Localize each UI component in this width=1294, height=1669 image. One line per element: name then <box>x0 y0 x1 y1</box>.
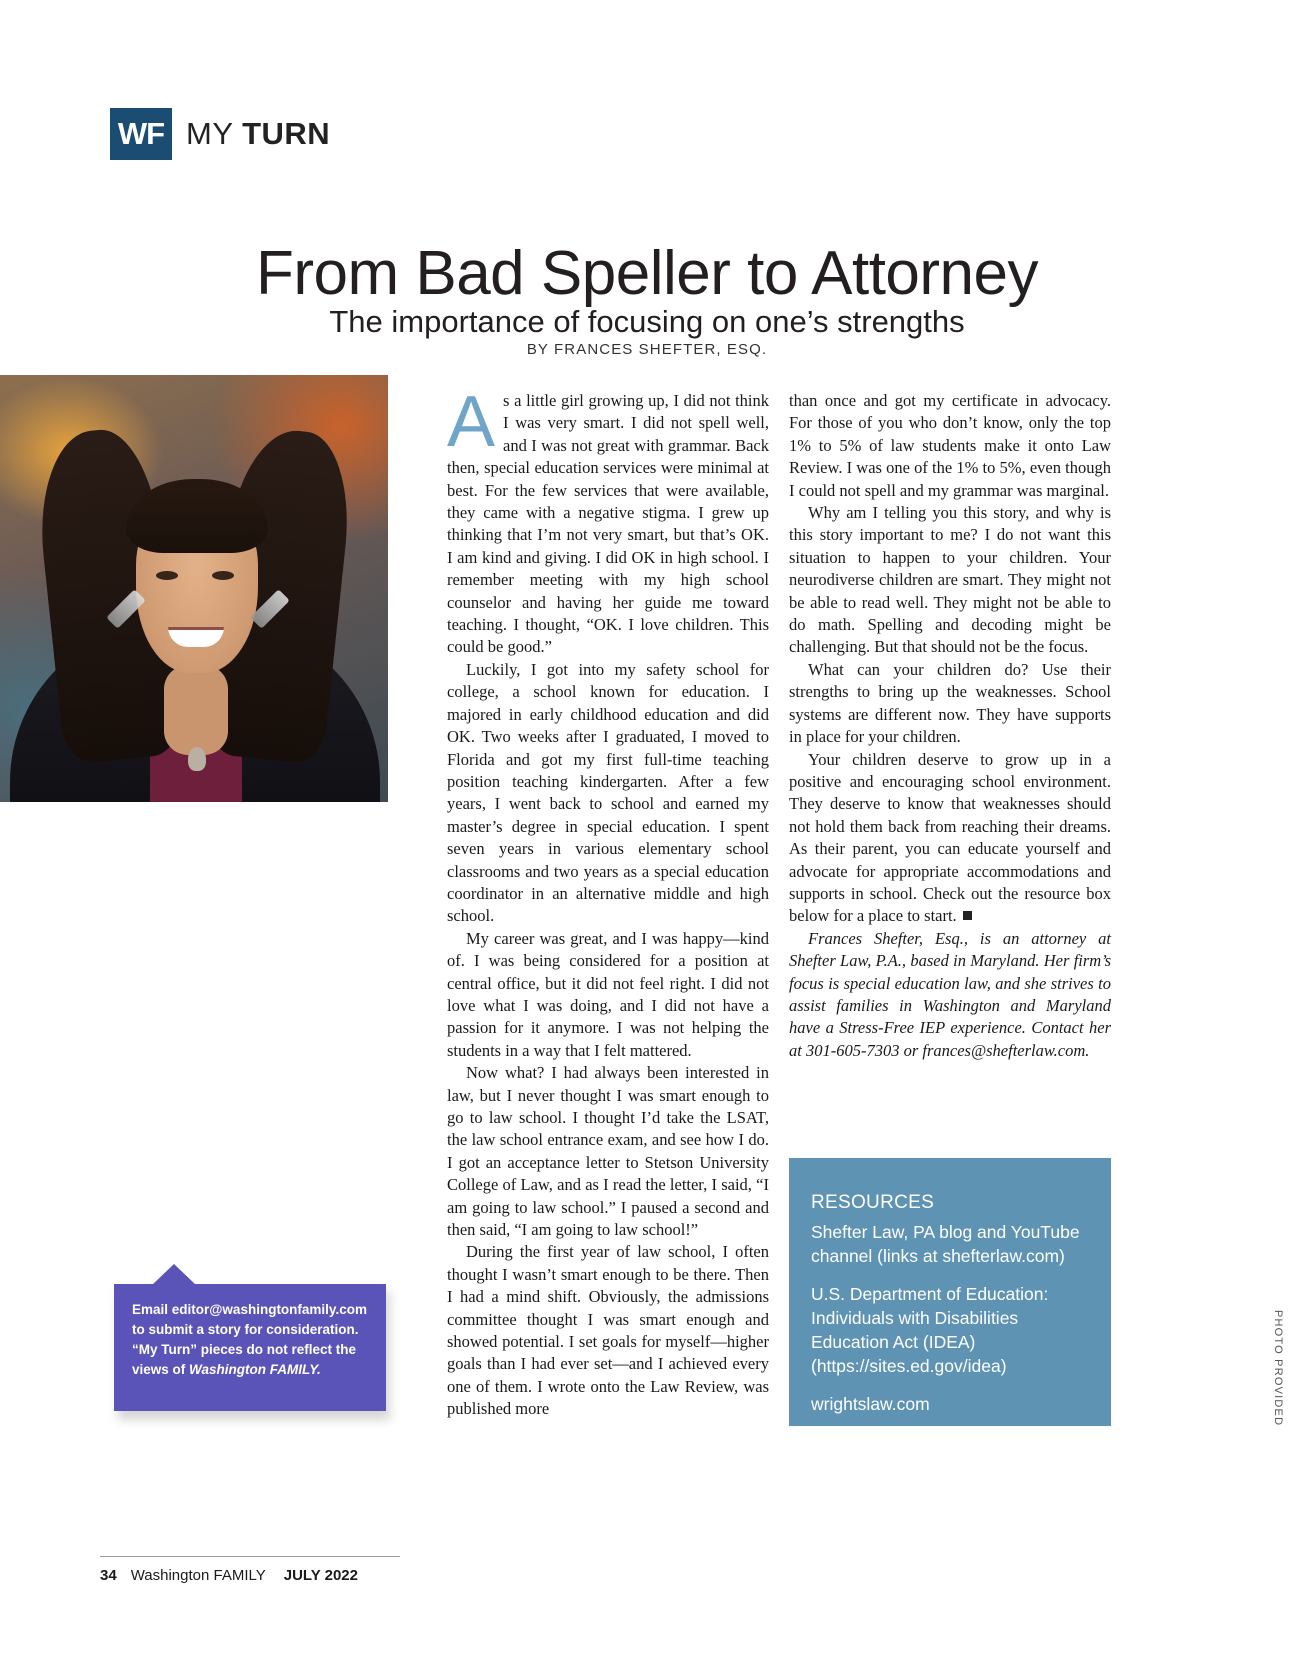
resources-title: RESOURCES <box>811 1192 935 1213</box>
page-footer <box>100 1567 358 1584</box>
body-column-right <box>789 390 1111 1062</box>
resource-item[interactable]: U.S. Department of Education: Individuals with Disabilities Education Act (IDEA) (https://sites.ed.gov/idea) <box>811 1284 1049 1376</box>
paragraph: than once and got my certificate in advocacy. For those of you who don’t know, only the top 1% to 5% of law students make it onto Law Review. I was one of the 1% to 5%, even though I could not spell and my grammar was marginal. <box>789 391 1111 500</box>
section-label <box>186 116 330 152</box>
footer-divider <box>100 1556 400 1557</box>
page-subtitle: The importance of focusing on one’s strengths <box>329 303 965 339</box>
page-title: From Bad Speller to Attorney <box>255 238 1039 308</box>
section-label-bold: TURN <box>242 116 331 151</box>
paragraph: Now what? I had always been interested in law, but I never thought I was smart enough to go to law school. I thought I’d take the LSAT, the law school entrance exam, and see how I do. I got an acceptance letter to Stetson University College of Law, and as I read the letter, I said, “I am going to law school.” I paused a second and then said, “I am going to law school!” <box>447 1063 769 1240</box>
paragraph: During the first year of law school, I often thought I wasn’t smart enough to be there. Then I had a mind shift. Obviously, the admissions committee thought I was smart enough and showed potential. I set goals for myself—higher goals than I had ever set—and I achieved every one of them. I wrote onto the Law Review, was published more <box>447 1242 769 1419</box>
callout-tail-icon <box>152 1264 196 1285</box>
masthead <box>110 108 330 160</box>
callout-text: Email editor@washingtonfamily.com to submit a story for consideration. “My Turn” pieces do not reflect the views of <box>132 1302 367 1377</box>
photo-neck <box>164 665 228 755</box>
issue-date: JULY 2022 <box>283 1567 358 1584</box>
paragraph: Luckily, I got into my safety school for college, a school known for education. I majored in early childhood education and did OK. Two weeks after I graduated, I moved to Florida and got my first full-time teaching position teaching kindergarten. After a few years, I went back to school and earned my master’s degree in special education. I spent seven years in various elementary school classrooms and two years as a special education coordinator in an alternative middle and high school. <box>447 659 769 926</box>
paragraph: What can your children do? Use their strengths to bring up the weaknesses. School systems are different now. They have supports in place for your children. <box>789 659 1111 747</box>
page-number: 34 <box>100 1567 117 1584</box>
end-mark-icon <box>963 911 972 920</box>
paragraph-text: Your children deserve to grow up in a positive and encouraging school environment. They deserve to know that weaknesses should not hold them back from reaching their dreams. As their parent, you can educate yourself and advocate for appropriate accommodations and supports in school. Check out the resource box below for a place to start. <box>789 749 1111 926</box>
photo-pendant <box>188 747 206 771</box>
paragraph-text: s a little girl growing up, I did not think I was very smart. I did not spell well, and I was not great with grammar. Back then, special education services were minimal at best. For the few services that were available, they came with a negative stigma. I grew up thinking that I’m not very smart, but that’s OK. I am kind and giving. I did OK in high school. I remember meeting with my high school counselor and having her guide me toward teaching. I thought, “OK. I love children. This could be good.” <box>447 391 769 657</box>
photo-eye-left <box>156 571 178 580</box>
photo-eye-right <box>212 571 234 580</box>
resource-item[interactable]: wrightslaw.com <box>811 1394 930 1414</box>
magazine-name: Washington FAMILY <box>130 1567 266 1584</box>
paragraph <box>789 749 1111 928</box>
paragraph: My career was great, and I was happy—kind of. I was being considered for a position at central office, but it did not feel right. I did not love what I was doing, and I did not have a passion for it anymore. I was not helping the students in a way that I felt mattered. <box>447 928 769 1060</box>
wf-logo: WF <box>110 108 172 160</box>
drop-cap: A <box>447 382 496 462</box>
paragraph <box>447 382 769 659</box>
author-bio: Frances Shefter, Esq., is an attorney at Shefter Law, P.A., based in Maryland. Her firm’s focus is special education law, and she strives to assist families in Washington and Maryland have a Stress-Free IEP experience. Contact her at 301-605-7303 or frances@shefterlaw.com. <box>789 928 1111 1060</box>
callout-emphasis: Washington FAMILY. <box>189 1362 321 1377</box>
byline: BY FRANCES SHEFTER, ESQ. <box>526 341 768 358</box>
resource-item[interactable]: Shefter Law, PA blog and YouTube channel (links at shefterlaw.com) <box>811 1222 1080 1266</box>
body-column-left <box>447 382 769 1421</box>
resources-box <box>789 1158 1111 1426</box>
photo-credit: PHOTO PROVIDED <box>1272 1310 1284 1427</box>
author-photo <box>0 375 388 802</box>
editor-callout <box>114 1284 386 1411</box>
section-label-light: MY <box>186 116 243 151</box>
paragraph: Why am I telling you this story, and why is this story important to me? I do not want this situation to happen to your children. Your neurodiverse children are smart. They might not be able to read well. They might not be able to do math. Spelling and decoding might be challenging. But that should not be the focus. <box>789 503 1111 657</box>
